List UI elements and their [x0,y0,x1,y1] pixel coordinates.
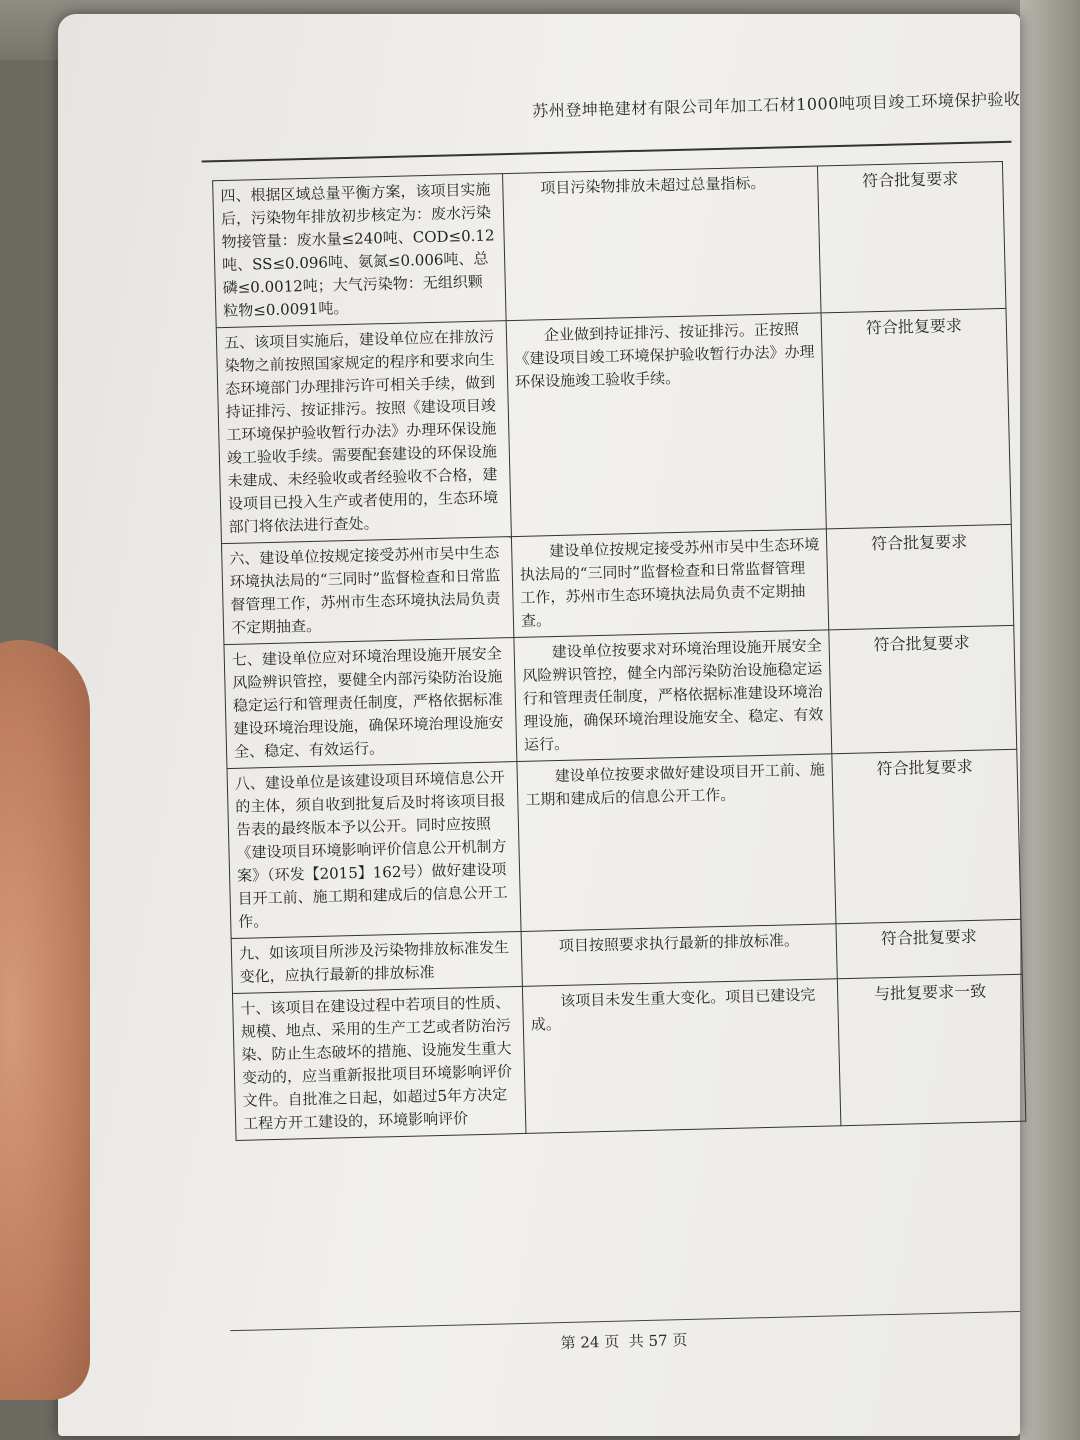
table-row [216,308,1011,543]
implementation-text: 项目按照要求执行最新的排放标准。 [558,931,800,956]
requirement-cell: 六、建设单位按规定接受苏州市吴中生态环境执法局的“三同时”监督检查和日常监督管理工作，苏州市生态环境执法局负责不定期抽查。 [221,537,513,645]
table-row [213,161,1006,327]
requirement-cell: 四、根据区域总量平衡方案，该项目实施后，污染物年排放初步核定为：废水污染物接管量：废水量≤240吨、COD≤0.12吨、SS≤0.096吨、氨氮≤0.006吨、总磷≤0.0012吨；大气污染物：无组织颗粒物≤0.0091吨。 [213,174,507,328]
header-divider [202,141,1012,163]
requirement-cell: 八、建设单位是该建设项目环境信息公开的主体，须自收到批复后及时将该项目报告表的最终版本予以公开。同时应按照《建设项目环境影响评价信息公开机制方案》（环发【2015】162号）做好建设项目开工前、施工期和建成后的信息公开工作。 [227,762,521,939]
implementation-cell [506,313,826,537]
hand-holding-page [0,640,90,1400]
page-number: 第 24 页 共 57 页 [560,1331,688,1353]
conclusion-cell: 符合批复要求 [832,749,1021,923]
document-page [58,14,1020,1436]
implementation-text: 项目污染物排放未超过总量指标。 [540,173,766,198]
requirement-cell: 五、该项目实施后，建设单位应在排放污染物之前按照国家规定的程序和要求向生态环境部门办理排污许可相关手续，做到持证排污、按证排污。按照《建设项目竣工环境保护验收暂行办法》办理环保设施竣工验收手续。需要配套建设的环保设施未建成、未经验收或者经验收不合格，建设项目已投入生产或者使用的，生态环境部门将依法进行查处。 [216,321,511,544]
requirement-cell: 七、建设单位应对环境治理设施开展安全风险辨识管控，要健全内部污染防治设施稳定运行和管理责任制度，严格依据标准建设环境治理设施，确保环境治理设施安全、稳定、有效运行。 [224,638,517,769]
implementation-cell [522,979,840,1134]
requirement-cell: 十、该项目在建设过程中若项目的性质、规模、地点、采用的生产工艺或者防治污染、防止生态破坏的措施、设施发生重大变动的，应当重新报批项目环境影响评价文件。自批准之日起，如超过5年方决定工程方开工建设的，环境影响评价 [232,986,526,1140]
conclusion-cell: 符合批复要求 [829,625,1017,753]
table-row [221,524,1013,644]
implementation-text: 建设单位按要求做好建设项目开工前、施工期和建成后的信息公开工作。 [525,760,825,809]
implementation-cell [514,630,832,762]
approval-compliance-table [212,161,1026,1141]
footer-divider [230,1311,1020,1331]
implementation-text: 该项目未发生重大变化。项目已建设完成。 [530,985,816,1034]
implementation-cell [503,166,821,321]
table-row [232,974,1025,1140]
conclusion-cell: 符合批复要求 [826,524,1013,629]
document-header-title: 苏州登坤艳建材有限公司年加工石材1000吨项目竣工环境保护验收 [532,89,1021,121]
implementation-text: 建设单位按规定接受苏州市吴中生态环境执法局的“三同时”监督检查和日常监督管理工作，苏州市生态环境执法局负责不定期抽查。 [519,535,820,630]
conclusion-cell: 符合批复要求 [817,161,1006,312]
table-row [224,625,1017,768]
conclusion-cell: 与批复要求一致 [837,974,1026,1125]
table-row [227,749,1021,938]
conclusion-cell: 符合批复要求 [836,919,1022,979]
conclusion-cell: 符合批复要求 [821,308,1011,528]
page-content [58,0,1080,1414]
implementation-text: 建设单位按要求对环境治理设施开展安全风险辨识管控，健全内部污染防治设施稳定运行和管理责任制度，严格依据标准建设环境治理设施，确保环境治理设施安全、稳定、有效运行。 [522,636,824,754]
implementation-cell [521,924,837,987]
implementation-cell [511,529,828,638]
implementation-text: 企业做到持证排污、按证排污。正按照《建设项目竣工环境保护验收暂行办法》办理环保设施竣工验收手续。 [514,319,815,391]
implementation-cell [517,754,836,932]
requirement-cell: 九、如该项目所涉及污染物排放标准发生变化，应执行最新的排放标准 [231,931,522,993]
